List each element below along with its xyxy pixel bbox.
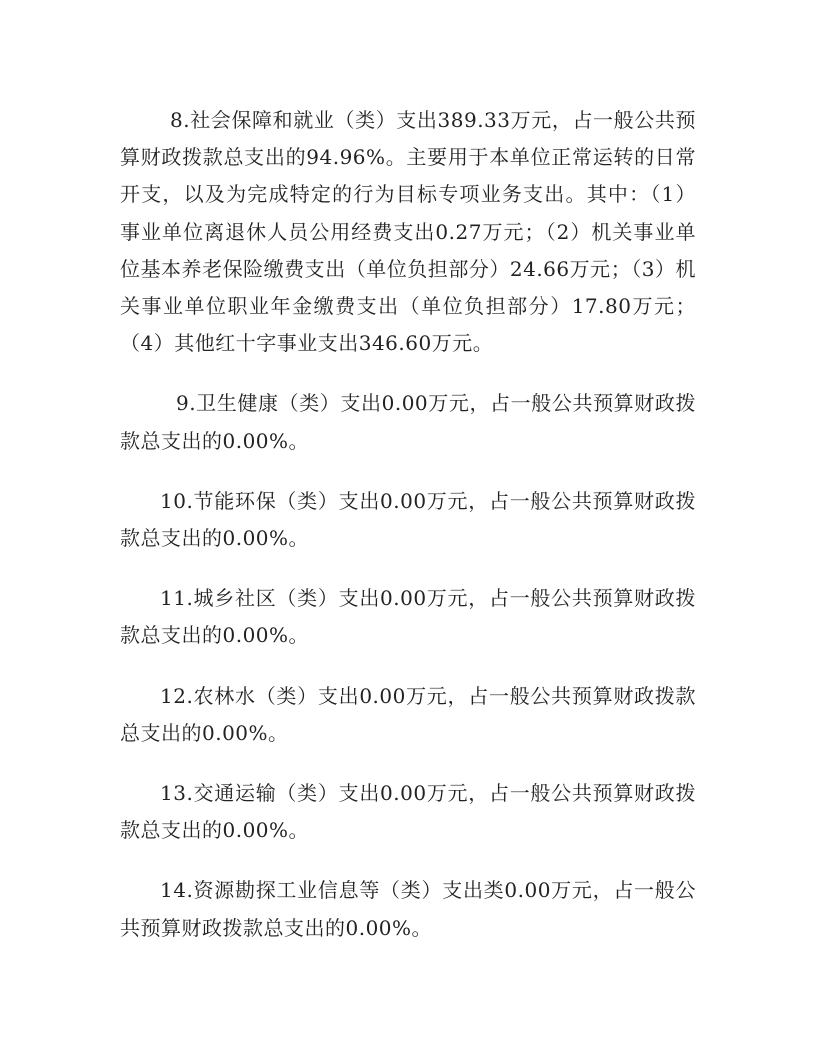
paragraph-urban-rural: 11.城乡社区（类）支出0.00万元，占一般公共预算财政拨款总支出的0.00%。 xyxy=(120,586,696,648)
paragraph-transport: 13.交通运输（类）支出0.00万元，占一般公共预算财政拨款总支出的0.00%。 xyxy=(120,781,696,843)
paragraph-resources-industry: 14.资源勘探工业信息等（类）支出类0.00万元，占一般公共预算财政拨款总支出的0.00%。 xyxy=(120,878,696,940)
paragraph-energy-environment: 10.节能环保（类）支出0.00万元，占一般公共预算财政拨款总支出的0.00%。 xyxy=(120,488,696,551)
document-page xyxy=(120,102,696,947)
paragraph-social-security: 8.社会保障和就业（类）支出389.33万元，占一般公共预算财政拨款总支出的94.96%。主要用于本单位正常运转的日常开支，以及为完成特定的行为目标专项业务支出。其中：（1）事业单位离退休人员公用经费支出0.27万元；（2）机关事业单位基本养老保险缴费支出（单位负担部分）24.66万元；（3）机关事业单位职业年金缴费支出（单位负担部分）17.80万元；（4）其他红十字事业支出346.60万元。 xyxy=(120,108,696,356)
paragraph-agriculture: 12.农林水（类）支出0.00万元，占一般公共预算财政拨款总支出的0.00%。 xyxy=(120,683,696,745)
paragraph-health: 9.卫生健康（类）支出0.00万元，占一般公共预算财政拨款总支出的0.00%。 xyxy=(120,391,696,453)
